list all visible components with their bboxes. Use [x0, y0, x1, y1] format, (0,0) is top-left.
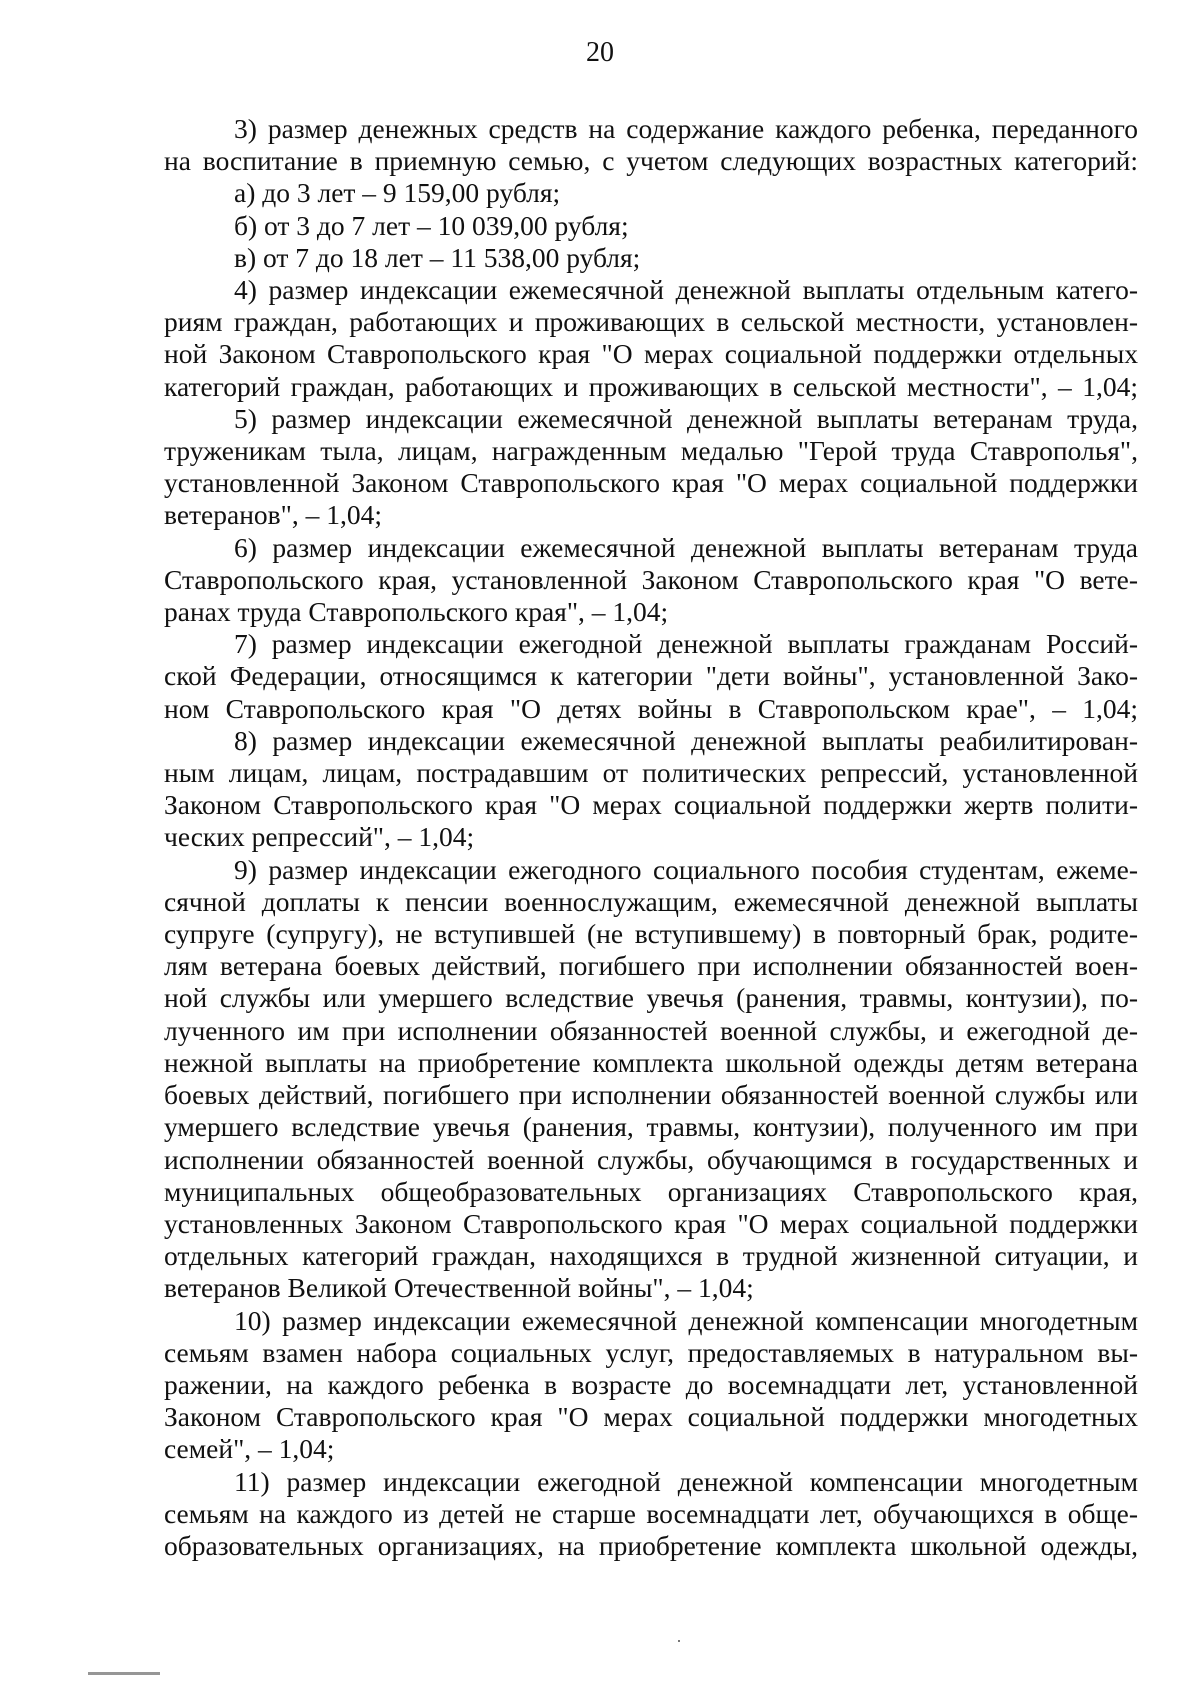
text-line: 11) размер индексации ежегодной денежной компенсации многодетным	[234, 1465, 1138, 1497]
text-line: семьям на каждого из детей не старше восемнадцати лет, обучающихся в обще-	[164, 1497, 1138, 1529]
text-line: ной Законом Ставропольского края "О мерах социальной поддержки отдельных	[164, 338, 1138, 370]
text-line: 3) размер денежных средств на содержание каждого ребенка, переданного	[234, 113, 1138, 144]
text-line: отдельных категорий граждан, находящихся в трудной жизненной ситуации, и	[164, 1240, 1138, 1272]
text-line: труженикам тыла, лицам, награжденным медалью "Герой труда Ставрополья",	[164, 435, 1138, 467]
text-line: умершего вследствие увечья (ранения, травмы, контузии), полученного им при	[164, 1111, 1138, 1143]
text-line: Ставропольского края, установленной Законом Ставропольского края "О вете-	[164, 563, 1138, 595]
text-line: категорий граждан, работающих и проживающих в сельской местности", – 1,04;	[164, 370, 1138, 402]
text-line: лученного им при исполнении обязанностей военной службы, и ежегодной де-	[164, 1014, 1138, 1046]
text-line: 8) размер индексации ежемесячной денежной выплаты реабилитирован-	[234, 724, 1138, 756]
text-line: ветеранов Великой Отечественной войны", – 1,04;	[164, 1272, 754, 1304]
text-line: 4) размер индексации ежемесячной денежной выплаты отдельным катего-	[234, 274, 1138, 306]
text-line: установленных Законом Ставропольского края "О мерах социальной поддержки	[164, 1207, 1138, 1239]
text-line: в) от 7 до 18 лет – 11 538,00 рубля;	[234, 241, 641, 273]
text-line: ской Федерации, относящимся к категории "дети войны", установленной Зако-	[164, 660, 1138, 692]
text-line: семей", – 1,04;	[164, 1433, 335, 1465]
text-line: ранах труда Ставропольского края", – 1,04;	[164, 596, 669, 628]
text-line: 6) размер индексации ежемесячной денежной выплаты ветеранам труда	[234, 531, 1138, 563]
document-body	[164, 113, 1138, 1562]
text-line: ческих репрессий", – 1,04;	[164, 821, 475, 853]
text-line: семьям взамен набора социальных услуг, предоставляемых в натуральном вы-	[164, 1336, 1138, 1368]
text-line: нежной выплаты на приобретение комплекта школьной одежды детям ветерана	[164, 1046, 1138, 1078]
text-line: Законом Ставропольского края "О мерах социальной поддержки жертв полити-	[164, 789, 1138, 821]
text-line: образовательных организациях, на приобретение комплекта школьной одежды,	[164, 1529, 1138, 1561]
text-line: ветеранов", – 1,04;	[164, 499, 383, 531]
text-line: ражении, на каждого ребенка в возрасте до восемнадцати лет, установленной	[164, 1368, 1138, 1400]
text-line: лям ветерана боевых действий, погибшего при исполнении обязанностей воен-	[164, 950, 1138, 982]
text-line: установленной Законом Ставропольского края "О мерах социальной поддержки	[164, 467, 1138, 499]
text-line: на воспитание в приемную семью, с учетом следующих возрастных категорий:	[164, 145, 1138, 177]
text-line: боевых действий, погибшего при исполнении обязанностей военной службы или	[164, 1079, 1138, 1111]
text-line: ном Ставропольского края "О детях войны в Ставропольском крае", – 1,04;	[164, 692, 1138, 724]
text-line: сячной доплаты к пенсии военнослужащим, ежемесячной денежной выплаты	[164, 885, 1138, 917]
text-line: ным лицам, лицам, пострадавшим от политических репрессий, установленной	[164, 757, 1138, 789]
text-line: Законом Ставропольского края "О мерах социальной поддержки многодетных	[164, 1401, 1138, 1433]
text-line: а) до 3 лет – 9 159,00 рубля;	[234, 177, 561, 209]
text-line: ной службы или умершего вследствие увечья (ранения, травмы, контузии), по-	[164, 982, 1138, 1014]
text-line: 7) размер индексации ежегодной денежной выплаты гражданам Россий-	[234, 628, 1138, 660]
text-line: 5) размер индексации ежемесячной денежной выплаты ветеранам труда,	[234, 402, 1138, 434]
scan-artifact-mark	[88, 1672, 160, 1675]
page-number: 20	[586, 37, 614, 68]
text-line: супруге (супругу), не вступившей (не вступившему) в повторный брак, родите-	[164, 918, 1138, 950]
text-line: муниципальных общеобразовательных организациях Ставропольского края,	[164, 1175, 1138, 1207]
text-line: исполнении обязанностей военной службы, обучающимся в государственных и	[164, 1143, 1138, 1175]
text-line: риям граждан, работающих и проживающих в сельской местности, установлен-	[164, 306, 1138, 338]
text-line: 10) размер индексации ежемесячной денежной компенсации многодетным	[234, 1304, 1138, 1336]
text-line: б) от 3 до 7 лет – 10 039,00 рубля;	[234, 209, 629, 241]
scan-artifact-dot	[678, 1640, 680, 1642]
text-line: 9) размер индексации ежегодного социального пособия студентам, ежеме-	[234, 853, 1138, 885]
